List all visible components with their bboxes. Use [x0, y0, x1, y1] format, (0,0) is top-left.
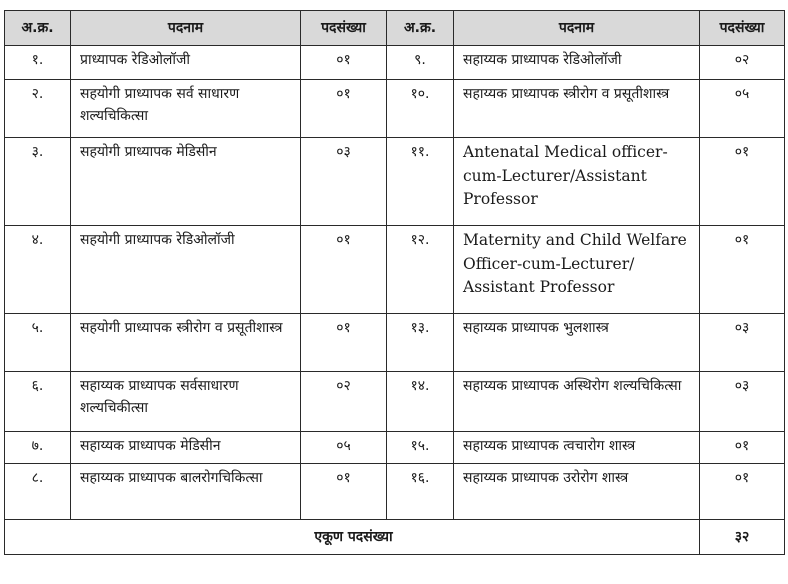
serial-cell: ४. [5, 226, 71, 314]
count-cell: ०१ [301, 226, 387, 314]
post-cell: सहाय्यक प्राध्यापक बालरोगचिकित्सा [71, 464, 301, 520]
post-cell: प्राध्यापक रेडिओलॉजी [71, 46, 301, 80]
serial-cell: १२. [387, 226, 454, 314]
header-row [5, 11, 785, 46]
posts-table [4, 10, 785, 555]
table-row [5, 80, 785, 138]
count-cell: ०१ [301, 314, 387, 372]
count-cell: ०१ [700, 226, 785, 314]
header-post-right: पदनाम [454, 11, 700, 46]
serial-cell: १५. [387, 432, 454, 464]
count-cell: ०१ [700, 464, 785, 520]
header-count-right: पदसंख्या [700, 11, 785, 46]
header-serial-right: अ.क्र. [387, 11, 454, 46]
serial-cell: ९. [387, 46, 454, 80]
table-row [5, 432, 785, 464]
table-row [5, 46, 785, 80]
count-cell: ०३ [700, 314, 785, 372]
header-count-left: पदसंख्या [301, 11, 387, 46]
post-cell: सहाय्यक प्राध्यापक मेडिसीन [71, 432, 301, 464]
count-cell: ०१ [301, 80, 387, 138]
post-cell: सहाय्यक प्राध्यापक स्त्रीरोग व प्रसूतीशास्त्र [454, 80, 700, 138]
post-cell: सहाय्यक प्राध्यापक रेडिओलॉजी [454, 46, 700, 80]
post-cell: Maternity and Child Welfare Officer-cum-Lecturer/ Assistant Professor [454, 226, 700, 314]
post-cell: सहाय्यक प्राध्यापक सर्वसाधारण शल्यचिकीत्सा [71, 372, 301, 432]
serial-cell: १६. [387, 464, 454, 520]
table-row [5, 372, 785, 432]
header-serial-left: अ.क्र. [5, 11, 71, 46]
post-cell: सहाय्यक प्राध्यापक त्वचारोग शास्त्र [454, 432, 700, 464]
count-cell: ०३ [301, 138, 387, 226]
count-cell: ०१ [301, 464, 387, 520]
post-cell: सहयोगी प्राध्यापक स्त्रीरोग व प्रसूतीशास्त्र [71, 314, 301, 372]
count-cell: ०३ [700, 372, 785, 432]
post-cell: सहाय्यक प्राध्यापक भुलशास्त्र [454, 314, 700, 372]
header-post-left: पदनाम [71, 11, 301, 46]
count-cell: ०१ [700, 138, 785, 226]
post-cell: सहयोगी प्राध्यापक मेडिसीन [71, 138, 301, 226]
table-row [5, 314, 785, 372]
table-row [5, 464, 785, 520]
count-cell: ०१ [700, 432, 785, 464]
post-cell: सहाय्यक प्राध्यापक अस्थिरोग शल्यचिकित्सा [454, 372, 700, 432]
serial-cell: ३. [5, 138, 71, 226]
serial-cell: १३. [387, 314, 454, 372]
count-cell: ०२ [700, 46, 785, 80]
table-row [5, 138, 785, 226]
total-value: ३२ [700, 520, 785, 555]
serial-cell: १. [5, 46, 71, 80]
total-label: एकूण पदसंख्या [5, 520, 700, 555]
count-cell: ०१ [301, 46, 387, 80]
count-cell: ०५ [301, 432, 387, 464]
count-cell: ०५ [700, 80, 785, 138]
post-cell: सहयोगी प्राध्यापक सर्व साधारण शल्यचिकित्सा [71, 80, 301, 138]
serial-cell: ११. [387, 138, 454, 226]
post-cell: सहाय्यक प्राध्यापक उरोरोग शास्त्र [454, 464, 700, 520]
serial-cell: १०. [387, 80, 454, 138]
serial-cell: ५. [5, 314, 71, 372]
serial-cell: ६. [5, 372, 71, 432]
count-cell: ०२ [301, 372, 387, 432]
total-row [5, 520, 785, 555]
serial-cell: १४. [387, 372, 454, 432]
post-cell: सहयोगी प्राध्यापक रेडिओलॉजी [71, 226, 301, 314]
serial-cell: २. [5, 80, 71, 138]
post-cell: Antenatal Medical officer-cum-Lecturer/Assistant Professor [454, 138, 700, 226]
table-row [5, 226, 785, 314]
serial-cell: ८. [5, 464, 71, 520]
serial-cell: ७. [5, 432, 71, 464]
